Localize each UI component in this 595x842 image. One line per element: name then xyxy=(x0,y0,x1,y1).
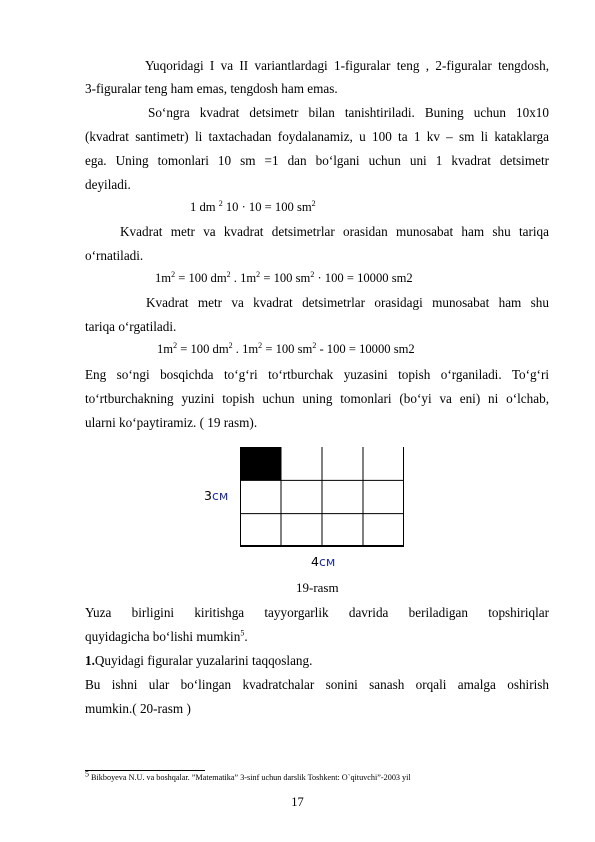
paragraph-line: Kvadrat metr va kvadrat detsimetrlar orasidagi munosabat ham shu xyxy=(146,295,549,310)
paragraph-line: Yuqoridagi I va II variantlardagi 1-figuralar teng , 2-figuralar tengdosh, xyxy=(145,58,549,73)
page-number: 17 xyxy=(291,795,304,809)
figure-caption: 19-rasm xyxy=(296,580,339,595)
side-dimension-label: 3см xyxy=(204,488,229,503)
formula-m2-mult: $1m^2 = 100$ $dm^2$ . $1m^2 = 100$ $sm^2 \cdot 100 = 10000$ sm2 xyxy=(155,269,413,285)
footnote: $^5$ Bikboyeva N.U. va boshqalar. ”Matematika” 3-sinf uchun darslik Toshkent: O`qituvchi”-2003 yil xyxy=(85,769,411,782)
task-number: 1. xyxy=(85,653,95,668)
paragraph-line: Kvadrat metr va kvadrat detsimetrlar orasidan munosabat ham shu tariqa xyxy=(120,224,549,239)
filled-unit-square xyxy=(240,447,281,480)
footnote-ref: 5 xyxy=(240,628,245,638)
formula-dm2: 1 dm $^2$ 10 · 10 = 100 $sm^2$ xyxy=(190,198,316,214)
paragraph-line: (kvadrat santimetr) li taxtachadan foydalanamiz, u 100 ta 1 kv – sm li kataklarga xyxy=(85,129,549,144)
paragraph-line: Yuza birligini kiritishga tayyorgarlik davrida beriladigan topshiriqlar xyxy=(85,605,549,620)
formula-m2-minus: $1m^2 = 100$ $dm^2$ . $1m^2 = 100$ $sm^2 - 100 = 10000$ sm2 xyxy=(157,340,415,356)
paragraph-line: ularni ko‘paytiramiz. ( 19 rasm). xyxy=(85,415,258,430)
task-text: Quyidagi figuralar yuzalarini taqqoslang. xyxy=(94,653,313,668)
paragraph-line: mumkin.( 20-rasm ) xyxy=(85,701,191,716)
rectangle-grid-figure xyxy=(240,447,404,547)
paragraph-line: So‘ngra kvadrat detsimetr bilan tanishtiriladi. Buning uchun 10x10 xyxy=(148,105,549,120)
paragraph-line: 3-figuralar teng ham emas, tengdosh ham emas. xyxy=(85,81,338,96)
paragraph-line: Eng so‘ngi bosqichda to‘g‘ri to‘rtburchak yuzasini topish o‘rganiladi. To‘g‘ri xyxy=(85,367,549,382)
footnote-divider xyxy=(85,770,205,771)
paragraph-line: ega. Uning tomonlari 10 sm =1 dan bo‘lgani uchun uni 1 kvadrat detsimetr xyxy=(85,153,549,168)
paragraph-line: tariqa o‘rgatiladi. xyxy=(85,319,177,334)
task-item xyxy=(85,652,312,670)
bottom-dimension-label: 4см xyxy=(311,554,336,569)
paragraph-line: o‘rnatiladi. xyxy=(85,248,144,263)
paragraph-line: to‘rtburchakning yuzini topish uchun uning tomonlari (bo‘yi va eni) ni o‘lchab, xyxy=(85,391,549,406)
grid-drawing xyxy=(240,447,404,547)
paragraph-line: Bu ishni ular bo‘lingan kvadratchalar sonini sanash orqali amalga oshirish xyxy=(85,677,549,692)
paragraph-line: quyidagicha bo‘lishi mumkin$^5$. xyxy=(85,628,248,644)
paragraph-line: deyiladi. xyxy=(85,177,131,192)
